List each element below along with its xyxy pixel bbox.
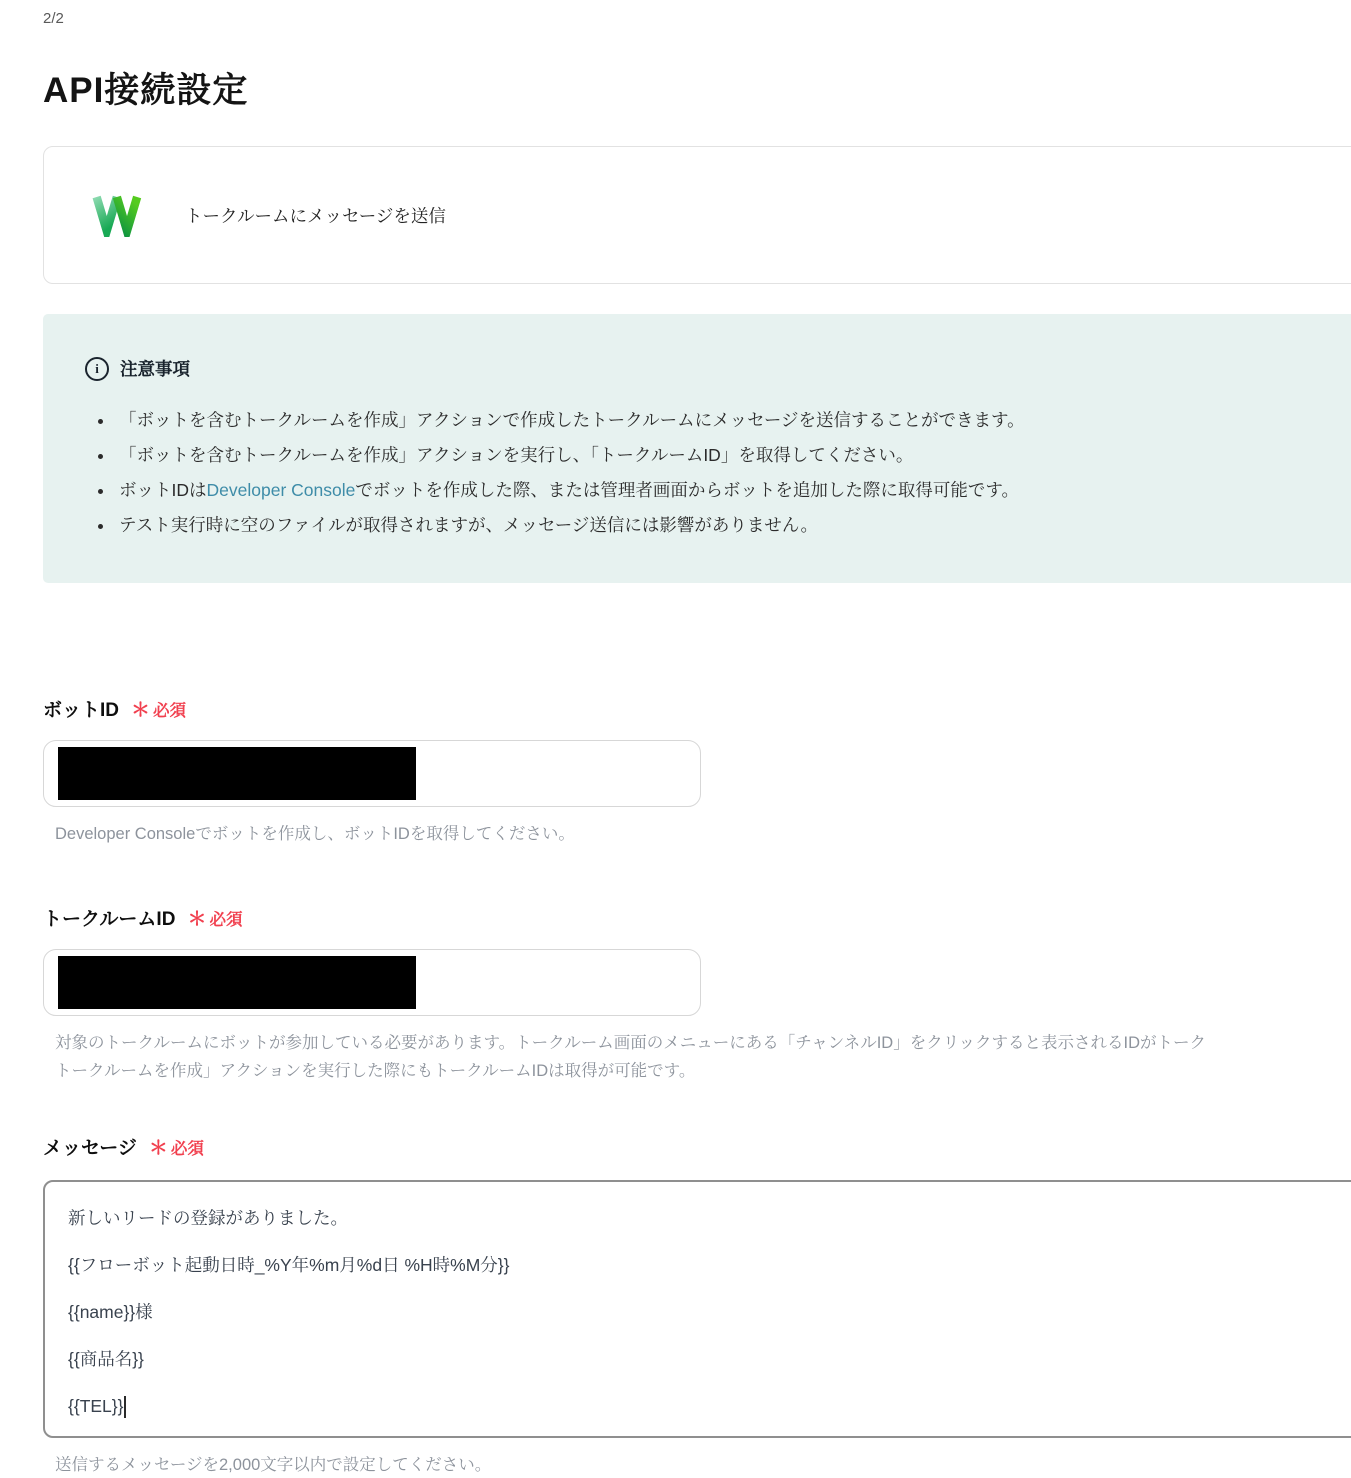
message-line: {{商品名}}: [68, 1349, 144, 1369]
bot-id-label-row: [43, 695, 1351, 722]
message-field: [43, 1133, 1351, 1478]
talk-room-id-helper-line: トークルームを作成」アクションを実行した際にもトークルームIDは取得が可能です。: [55, 1062, 696, 1080]
message-helper: 送信するメッセージを2,000文字以内で設定してください。: [55, 1456, 492, 1474]
notice-box: [43, 314, 1351, 583]
bot-id-input[interactable]: [43, 740, 701, 807]
required-label: 必須: [209, 911, 243, 929]
message-line: 新しいリードの登録がありました。: [68, 1208, 348, 1228]
message-line: {{フローボット起動日時_%Y年%m月%d日 %H時%M分}}: [68, 1255, 510, 1275]
notice-list: [85, 403, 1351, 543]
talk-room-id-label: トークルームID: [43, 909, 176, 930]
talk-room-id-helper: [55, 1029, 1351, 1085]
action-card: [43, 146, 1351, 284]
message-label: メッセージ: [43, 1138, 137, 1159]
message-textarea[interactable]: [43, 1180, 1351, 1438]
text-cursor: [124, 1396, 126, 1418]
bot-id-label: ボットID: [43, 700, 120, 721]
notice-item-text: でボットを作成した際、または管理者画面からボットを追加した際に取得可能です。: [355, 480, 1019, 500]
required-label: 必須: [170, 1140, 204, 1158]
required-asterisk: ＊: [148, 1138, 168, 1159]
bot-id-helper: Developer Consoleでボットを作成し、ボットIDを取得してください。: [55, 825, 575, 843]
required-asterisk: ＊: [187, 909, 207, 930]
message-line: [68, 1383, 1351, 1430]
page-title: API接続設定: [43, 71, 249, 110]
message-label-row: [43, 1133, 1351, 1160]
required-badge: [187, 904, 242, 931]
notice-title: 注意事項: [120, 359, 190, 379]
message-line-text: {{TEL}}: [68, 1396, 124, 1416]
redacted-value: [58, 747, 416, 800]
notice-item: • テスト実行時に空のファイルが取得されますが、メッセージ送信には影響がありません。: [115, 508, 1351, 543]
notice-item-text: ボットIDは: [119, 480, 207, 500]
notice-item: [115, 473, 1351, 508]
lineworks-w-icon: [91, 193, 145, 237]
redacted-value: [58, 956, 416, 1009]
required-asterisk: ＊: [131, 700, 151, 721]
notice-item: • 「ボットを含むトークルームを作成」アクションで作成したトークルームにメッセージを送信することができます。: [115, 403, 1351, 438]
required-badge: [131, 695, 186, 722]
notice-item: • 「ボットを含むトークルームを作成」アクションを実行し、「トークルームID」を取得してください。: [115, 438, 1351, 473]
action-label: トークルームにメッセージを送信: [185, 205, 446, 226]
step-indicator: 2/2: [43, 10, 64, 27]
notice-header: [85, 356, 1351, 381]
info-icon: i: [85, 357, 109, 381]
bot-id-field: [43, 695, 1351, 848]
talk-room-id-field: [43, 904, 1351, 1085]
talk-room-id-helper-line: 対象のトークルームにボットが参加している必要があります。トークルーム画面のメニューにある「チャンネルID」をクリックすると表示されるIDがトーク: [55, 1034, 1207, 1052]
talk-room-id-input[interactable]: [43, 949, 701, 1016]
message-line: {{name}}様: [68, 1302, 153, 1322]
required-badge: [149, 1133, 204, 1160]
developer-console-link[interactable]: Developer Console: [206, 480, 356, 500]
required-label: 必須: [153, 702, 187, 720]
talk-room-id-label-row: [43, 904, 1351, 931]
